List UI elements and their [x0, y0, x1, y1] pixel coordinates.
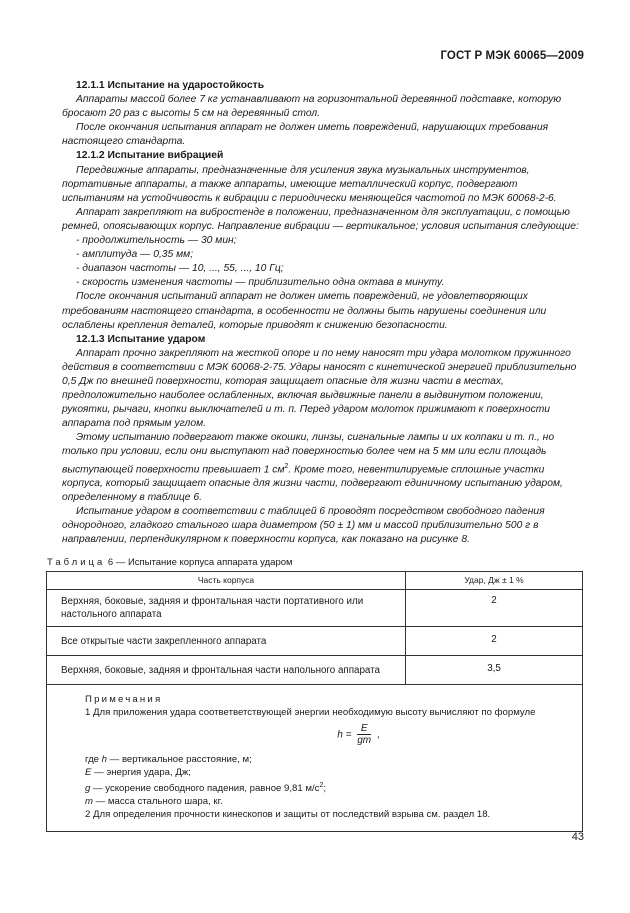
where-prefix: где — [85, 754, 102, 765]
where-h-text: — вертикальное расстояние, м; — [107, 754, 252, 765]
cell-part: Верхняя, боковые, задняя и фронтальная части напольного аппарата — [47, 656, 406, 685]
paragraph: Аппарат закрепляют на вибростенде в положении, предназначенном для эксплуатации, с помощью ремней, опоясывающих корпус. Направление вибрации — вертикальное; условия испытания следующие: — [62, 206, 579, 232]
superscript: 2 — [319, 782, 324, 789]
superscript: 2 — [284, 462, 289, 470]
formula-fraction — [357, 723, 371, 747]
condition-amplitude: - амплитуда — 0,35 мм; — [76, 249, 194, 261]
where-g-end: ; — [323, 783, 327, 795]
table-caption-text: 6 — Испытание корпуса аппарата ударом — [107, 557, 293, 568]
table-6 — [46, 571, 583, 832]
heading-12-1-3: 12.1.3 Испытание ударом — [76, 333, 206, 345]
table-caption-word: Таблица — [47, 557, 106, 568]
table-row — [47, 627, 583, 656]
where-h — [85, 753, 572, 766]
heading-12-1-1: 12.1.1 Испытание на ударостойкость — [76, 80, 265, 91]
condition-duration: - продолжительность — 30 мин; — [76, 235, 237, 247]
formula-lhs: h = — [337, 729, 352, 741]
text: . Кроме того, невентилируемые сплошные участки корпуса, который защищает опасные для жизни части, подвергают единичному испытанию ударом, определенному в таблице 6. — [62, 463, 563, 504]
table-row — [47, 656, 583, 685]
document-standard-header: ГОСТ Р МЭК 60065—2009 — [440, 50, 584, 62]
formula-tail: , — [376, 729, 380, 741]
symbol-E: E — [85, 767, 92, 778]
page-body — [62, 79, 582, 548]
where-g-text: — ускорение свободного падения, равное 9,81 м/с — [90, 783, 320, 795]
symbol-g: g — [85, 783, 91, 795]
text: Этому испытанию подвергают также окошки, линзы, сигнальные лампы и их колпаки и т. п., но только при условии, если они выступают над поверхностью более чем на 5 мм или если площадь выступающей поверхности превышает 1 см — [62, 432, 555, 475]
table-header-row — [47, 572, 583, 590]
where-E-text: — энергия удара, Дж; — [91, 767, 191, 778]
where-g — [85, 779, 572, 795]
symbol-h: h — [101, 754, 108, 765]
cell-impact: 3,5 — [406, 656, 583, 685]
cell-impact: 2 — [406, 627, 583, 656]
paragraph: Аппараты массой более 7 кг устанавливают на горизонтальной деревянной подставке, которую бросают 20 раз с высоты 5 см на деревянный стол. — [62, 94, 562, 120]
symbol-m: m — [85, 796, 93, 808]
where-E — [85, 766, 572, 779]
heading-12-1-2: 12.1.2 Испытание вибрацией — [76, 150, 224, 162]
note-2: 2 Для определения прочности кинескопов и защиты от последствий взрыва см. раздел 18. — [85, 809, 491, 821]
paragraph: После окончания испытания аппарат не должен иметь повреждений, нарушающих требования настоящего стандарта. — [62, 122, 549, 148]
page-number: 43 — [571, 831, 584, 843]
condition-frequency-range: - диапазон частоты — 10, ..., 55, ..., 10 Гц; — [76, 263, 284, 275]
table-notes-row — [47, 685, 583, 832]
where-m-text: — масса стального шара, кг. — [93, 796, 223, 808]
column-header-impact: Удар, Дж ± 1 % — [406, 572, 583, 590]
column-header-part: Часть корпуса — [47, 572, 406, 590]
cell-part: Все открытые части закрепленного аппарата — [47, 627, 406, 656]
formula-numerator: E — [357, 723, 371, 735]
formula — [145, 723, 572, 747]
notes-title — [85, 693, 572, 706]
notes-title-text: Примечания — [85, 694, 163, 705]
formula-denominator: gm — [357, 735, 372, 746]
table-notes — [47, 685, 583, 832]
cell-impact: 2 — [406, 590, 583, 627]
paragraph: После окончания испытаний аппарат не должен иметь повреждений, не удовлетворяющих требованиям настоящего стандарта, в особенности не должны быть нарушены соединения или ослаблены крепления деталей, которые приводят к снижению безопасности. — [62, 291, 547, 331]
note-1: 1 Для приложения удара соответветствующей энергии необходимую высоту вычисляют по формуле — [85, 707, 536, 718]
table-caption — [47, 557, 293, 568]
table-row — [47, 590, 583, 627]
paragraph: Аппарат прочно закрепляют на жесткой опоре и по нему наносят три удара молотком пружинного действия в соответствии с МЭК 60068-2-75. Удары наносят с кинетической энергией приблизительно 0,5 Дж по внешней поверхности, которая защищает опасные для жизни части в местах, предположительно наиболее ослабленных, включая выдвижные панели в выдвинутом положении, рукоятки, рычаги, кнопки выключателей и т. п. Перед ударом молоток прижимают к поверхности аппарата под прямым углом. — [62, 347, 577, 430]
paragraph: Передвижные аппараты, предназначенные для усиления звука музыкальных инструментов, портативные аппараты, а также аппараты, имеющие металлический корпус, подвергают испытаниям на устойчивость к вибрации с периодически меняющейся частотой по МЭК 60068-2-6. — [62, 164, 557, 204]
paragraph: Испытание ударом в соответствии с таблицей 6 проводят посредством свободного падения однородного, гладкого стального шара диаметром (50 ± 1) мм и массой приблизительно 500 г в направлении, перпендикулярном к поверхности корпуса, как показано на рисунке 8. — [62, 506, 545, 546]
cell-part: Верхняя, боковые, задняя и фронтальная части портативного или настольного аппарата — [47, 590, 406, 627]
where-m — [85, 795, 572, 808]
paragraph — [62, 431, 582, 505]
condition-sweep-rate: - скорость изменения частоты — приблизительно одна октава в минуту. — [76, 277, 445, 289]
